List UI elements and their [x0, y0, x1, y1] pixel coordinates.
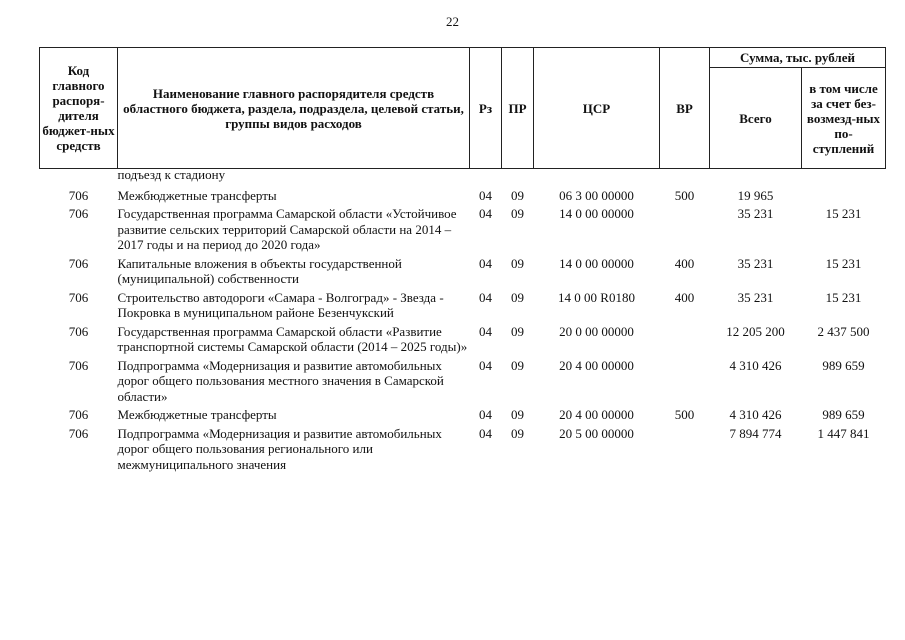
table-row — [40, 324, 886, 358]
cell-total: 19 965 — [737, 187, 774, 203]
cell-vr: 500 — [674, 407, 695, 422]
cell-csr: 20 5 00 00000 — [559, 425, 634, 441]
cell-vr — [660, 324, 710, 358]
cell-rz: 04 — [479, 357, 492, 373]
cell-pr — [502, 169, 534, 188]
cell-total: 7 894 774 — [729, 425, 782, 441]
header-name: Наименование главного распорядителя средств областного бюджета, раздела, подраздела, целевой статьи, группы видов расходов — [118, 48, 470, 169]
cell-vr — [660, 426, 710, 476]
table-row — [40, 188, 886, 207]
header-code: Код главного распоря-дителя бюджет-ных средств — [40, 48, 118, 169]
cell-total: 35 231 — [737, 206, 774, 221]
cell-code — [40, 169, 118, 188]
cell-total: 35 231 — [737, 289, 774, 305]
cell-total: 4 310 426 — [729, 357, 782, 373]
cell-rz: 04 — [479, 323, 492, 339]
cell-pr: 09 — [511, 323, 524, 339]
cell-vr: 400 — [674, 255, 695, 271]
table-row — [40, 256, 886, 290]
cell-csr: 14 0 00 00000 — [559, 255, 634, 271]
cell-code: 706 — [68, 289, 89, 305]
header-rz: Рз — [470, 48, 502, 169]
cell-pr: 09 — [511, 425, 524, 441]
cell-total: 4 310 426 — [729, 407, 782, 422]
cell-name: Подпрограмма «Модернизация и развитие автомобильных дорог общего пользования регионального или межмуниципального значения — [117, 425, 442, 472]
cell-name: Подпрограмма «Модернизация и развитие автомобильных дорог общего пользования местного значения в Самарской области» — [117, 357, 444, 404]
cell-vr: 400 — [674, 289, 695, 305]
cell-name: Строительство автодороги «Самара - Волгоград» - Звезда - Покровка в муниципальном районе Безенчукский — [117, 289, 444, 320]
table-row — [40, 358, 886, 408]
cell-free: 1 447 841 — [817, 425, 870, 441]
header-pr: ПР — [502, 48, 534, 169]
table-body — [40, 169, 886, 476]
cell-pr: 09 — [511, 187, 524, 203]
cell-rz: 04 — [479, 425, 492, 441]
cell-csr — [534, 169, 660, 188]
table-row — [40, 169, 886, 188]
cell-vr — [660, 206, 710, 256]
cell-free — [802, 169, 886, 188]
cell-csr: 06 3 00 00000 — [559, 187, 634, 203]
cell-code: 706 — [68, 187, 89, 203]
cell-total — [710, 169, 802, 188]
cell-name: Межбюджетные трансферты — [117, 187, 277, 203]
cell-rz: 04 — [479, 407, 492, 422]
cell-free — [802, 188, 886, 207]
cell-pr: 09 — [511, 255, 524, 271]
header-free: в том числе за счет без-возмезд-ных по-ступлений — [802, 68, 886, 169]
table-row — [40, 426, 886, 476]
cell-csr: 14 0 00 00000 — [559, 206, 634, 221]
table-header — [40, 48, 886, 169]
cell-pr: 09 — [511, 289, 524, 305]
cell-free: 989 659 — [822, 407, 865, 422]
cell-csr: 20 4 00 00000 — [559, 407, 634, 422]
header-csr: ЦСР — [534, 48, 660, 169]
cell-rz: 04 — [479, 255, 492, 271]
cell-pr: 09 — [511, 407, 524, 422]
cell-total: 35 231 — [737, 255, 774, 271]
cell-code: 706 — [68, 407, 89, 422]
cell-name: подъезд к стадиону — [117, 167, 226, 182]
cell-name: Государственная программа Самарской области «Развитие транспортной системы Самарской области (2014 – 2025 годы)» — [117, 323, 468, 354]
cell-csr: 20 4 00 00000 — [559, 357, 634, 373]
cell-vr — [660, 169, 710, 188]
cell-free: 15 231 — [825, 289, 862, 305]
budget-table — [39, 47, 886, 475]
cell-csr: 20 0 00 00000 — [559, 323, 634, 339]
cell-free: 2 437 500 — [817, 323, 870, 339]
cell-code: 706 — [68, 206, 89, 221]
cell-csr: 14 0 00 R0180 — [558, 289, 635, 305]
cell-rz: 04 — [479, 289, 492, 305]
header-total: Всего — [710, 68, 802, 169]
cell-vr: 500 — [674, 187, 695, 203]
page-number: 22 — [446, 14, 459, 29]
cell-code: 706 — [68, 255, 89, 271]
table-row — [40, 206, 886, 256]
cell-free: 15 231 — [825, 255, 862, 271]
cell-vr — [660, 358, 710, 408]
cell-pr: 09 — [511, 206, 524, 221]
cell-rz — [470, 169, 502, 188]
cell-free: 989 659 — [822, 357, 865, 373]
cell-free: 15 231 — [825, 206, 862, 221]
cell-name: Межбюджетные трансферты — [117, 407, 277, 422]
table-row — [40, 407, 886, 426]
cell-pr: 09 — [511, 357, 524, 373]
header-vr: ВР — [660, 48, 710, 169]
cell-rz: 04 — [479, 187, 492, 203]
cell-rz: 04 — [479, 206, 492, 221]
cell-name: Капитальные вложения в объекты государственной (муниципальной) собственности — [117, 255, 402, 286]
cell-code: 706 — [68, 323, 89, 339]
cell-code: 706 — [68, 357, 89, 373]
cell-code: 706 — [68, 425, 89, 441]
cell-name: Государственная программа Самарской области «Устойчивое развитие сельских территорий Самарской области на 2014 – 2017 годы и на период до 2020 года» — [117, 206, 457, 252]
header-sum: Сумма, тыс. рублей — [710, 48, 886, 68]
cell-total: 12 205 200 — [726, 323, 785, 339]
table-row — [40, 290, 886, 324]
